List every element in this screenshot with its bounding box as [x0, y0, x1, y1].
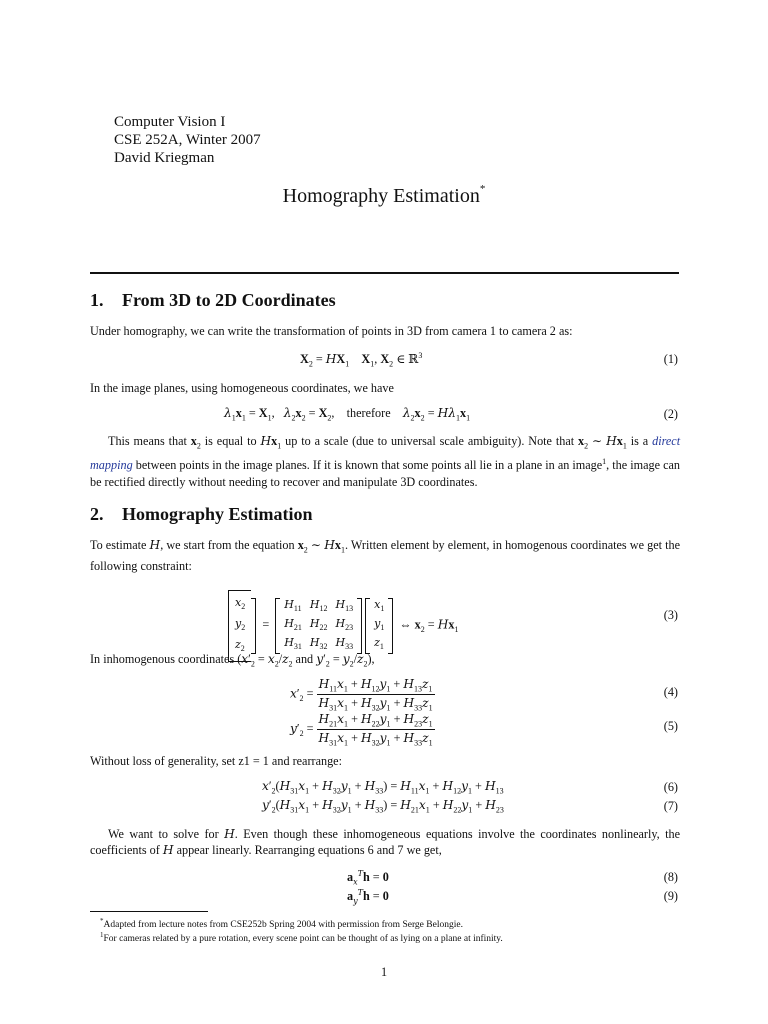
- equation-9: $a_y^Th = 0$: [347, 888, 389, 906]
- equation-6: $x'_2(H_{31}x_1 + H_{32}y_1 + H_{33}) = H_{11}x_1 + H_{12}y_1 + H_{13}$: [262, 779, 504, 796]
- equation-1: $X_2 = HX_1$ $X_1$, $X_2$ ∈ ℝ$^3$: [300, 351, 423, 369]
- paragraph-2: In the image planes, using homogeneous coordinates, we have: [90, 381, 394, 395]
- paragraph-1: Under homography, we can write the transformation of points in 3D from camera 1 to camera 2 as:: [90, 324, 573, 338]
- equation-number-4: (4): [663, 685, 678, 699]
- equation-2-word: therefore: [346, 406, 391, 420]
- page-number: 1: [380, 965, 388, 979]
- course-term: CSE 252A, Winter 2007: [114, 132, 261, 148]
- title-text: Homography Estimation: [282, 185, 480, 207]
- equation-number-7: (7): [663, 799, 678, 813]
- direct-mapping-term: direct mapping: [90, 434, 681, 473]
- footnote-2: $^1$For cameras related by a pure rotation, every scene point can be thought of as lying on a plane at infinity.: [100, 931, 503, 945]
- section-1-heading: [90, 290, 336, 311]
- equation-number-6: (6): [663, 780, 678, 794]
- paragraph-3: This means that $x_2$ is equal to $Hx_1$ up to a scale (due to universal scale ambiguity). Note that $x_2$ ∼ $Hx_1$ is a direct mapping between points in the image planes. If it is known that some points all lie in a plane in an image$^1$, the image can be rectified directly without needing to recover and manipulate 3D coordinates.: [90, 434, 681, 489]
- section-2-heading: [90, 504, 313, 525]
- equation-number-3: (3): [663, 608, 678, 622]
- title-footnote-mark: *: [479, 183, 486, 195]
- document-title: [0, 185, 768, 208]
- equation-number-8: (8): [663, 870, 678, 884]
- section-1-title: From 3D to 2D Coordinates: [122, 290, 336, 310]
- footnote-ref-1: 1: [602, 457, 607, 467]
- title-rule: [90, 272, 679, 274]
- section-2-title: Homography Estimation: [122, 504, 313, 524]
- section-2-number: 2.: [90, 504, 104, 524]
- equation-number-1: (1): [663, 352, 678, 366]
- paragraph-7: We want to solve for H. Even though these inhomogeneous equations involve the coordinates nonlinearly, the coefficients of H appear linearly. Rearranging equations 6 and 7 we get,: [90, 827, 680, 857]
- equation-number-9: (9): [663, 889, 678, 903]
- paragraph-4: To estimate H, we start from the equation $x_2$ ∼ $Hx_1$. Written element by element, in homogenous coordinates we get the following constraint:: [90, 538, 681, 574]
- footnote-1: *Adapted from lecture notes from CSE252b Spring 2004 with permission from Serge Belongie.: [100, 917, 463, 931]
- section-1-number: 1.: [90, 290, 104, 310]
- paragraph-5: In inhomogenous coordinates ($x'_2 = x_2/z_2$ and $y'_2 = y_2/z_2$),: [90, 652, 375, 669]
- equation-3: $x_2$ $y_2$ $z_2$ = $H_{11}$ $H_{12}$ $H_{13}$ $H_{21}$ $H_{22}$ $H_{23}$ $H_{31}$ $H_{32}$ $H_{33}$ $x_1$ $y_1$ $z_1$ ⇔ $x_2 = Hx_1$: [228, 590, 458, 662]
- paragraph-6: Without loss of generality, set z1 = 1 and rearrange:: [90, 754, 342, 768]
- equation-8: $a_x^Th = 0$: [347, 869, 389, 887]
- equation-4: $x'_2$ = $\frac{H_{11}x_1 + H_{12}y_1 + H_{13}z_1}{H_{31}x_1 + H_{32}y_1 + H_{33}z_1}$: [290, 677, 433, 713]
- equation-2: $\lambda_1x_1 = X_1$, $\lambda_2x_2 = X_2$, therefore $\lambda_2x_2 = H\lambda_1x_1$: [224, 406, 471, 423]
- equation-number-2: (2): [663, 407, 678, 421]
- course-name: Computer Vision I: [114, 114, 226, 130]
- equation-7: $y'_2(H_{31}x_1 + H_{32}y_1 + H_{33}) = H_{21}x_1 + H_{22}y_1 + H_{23}$: [262, 798, 504, 815]
- equation-number-5: (5): [663, 719, 678, 733]
- equation-5: $y'_2$ = $\frac{H_{21}x_1 + H_{22}y_1 + H_{23}z_1}{H_{31}x_1 + H_{32}y_1 + H_{33}z_1}$: [290, 712, 433, 748]
- footnote-rule: [90, 911, 208, 912]
- author-name: David Kriegman: [114, 150, 215, 166]
